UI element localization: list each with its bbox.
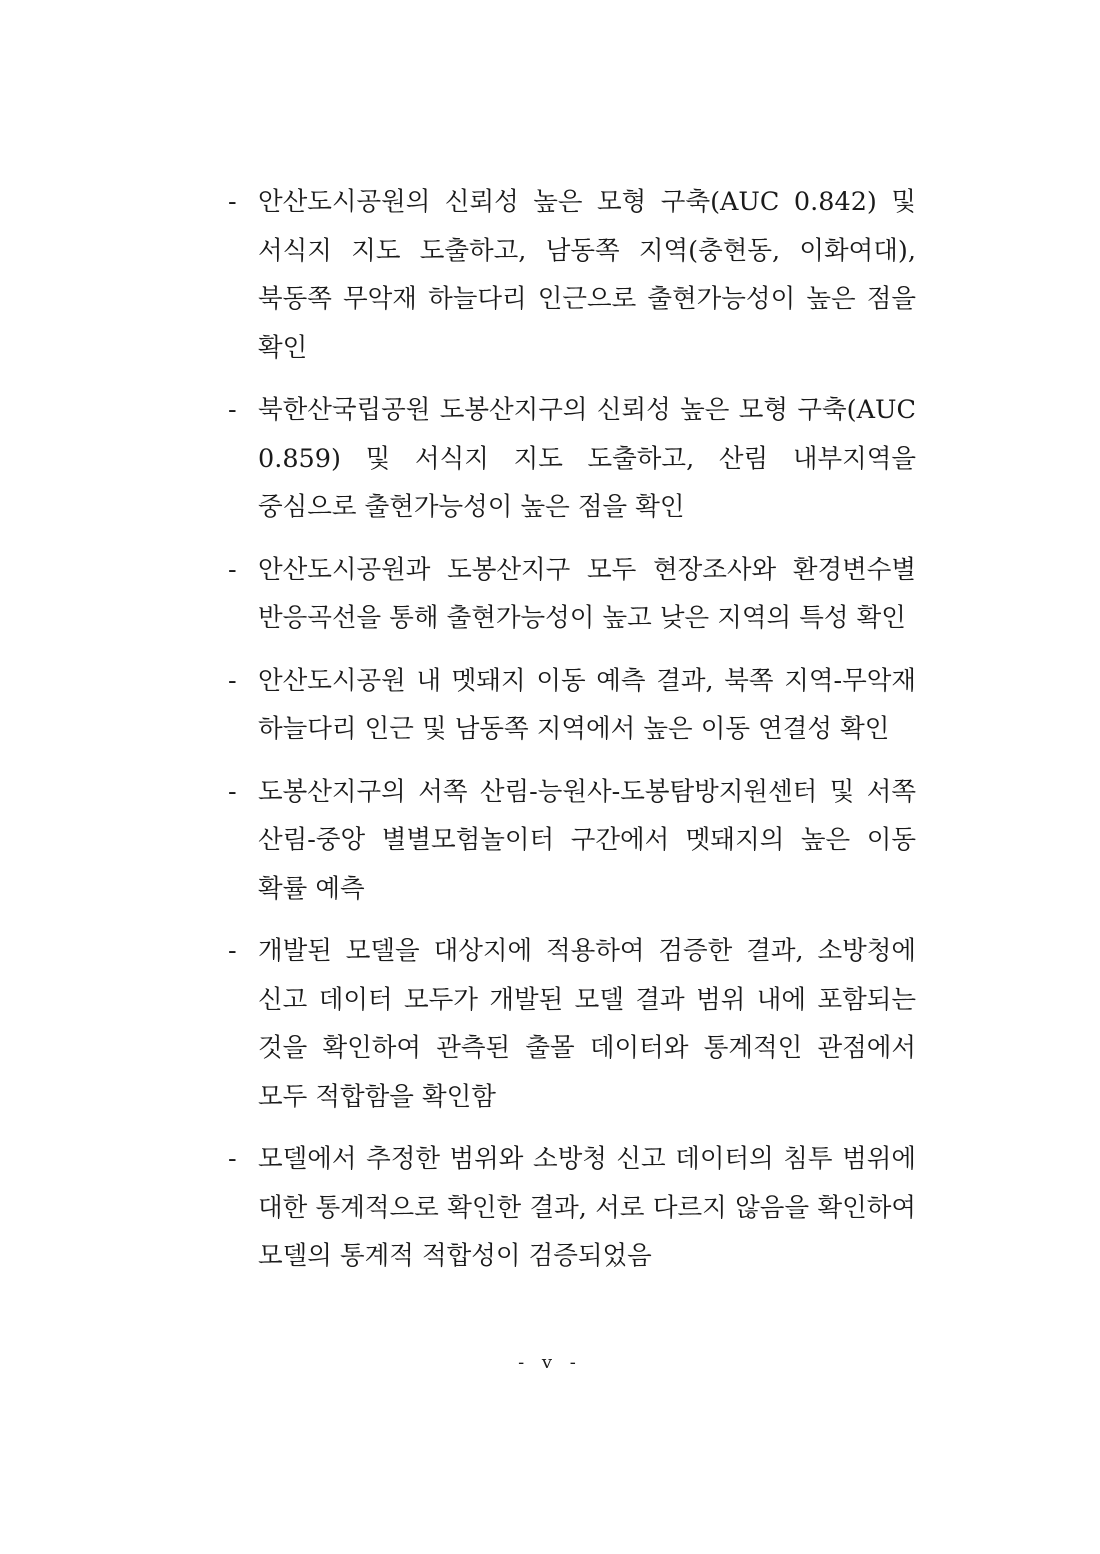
bullet-text: 안산도시공원 내 멧돼지 이동 예측 결과, 북쪽 지역-무악재 하늘다리 인근 및 남동쪽 지역에서 높은 이동 연결성 확인 <box>258 665 916 744</box>
bullet-dash: - <box>228 1144 237 1174</box>
bullet-item <box>228 657 916 754</box>
bullet-item <box>228 927 916 1121</box>
bullet-item <box>228 768 916 914</box>
bullet-dash: - <box>228 187 237 217</box>
bullet-text: 안산도시공원과 도봉산지구 모두 현장조사와 환경변수별 반응곡선을 통해 출현가능성이 높고 낮은 지역의 특성 확인 <box>258 554 916 633</box>
bullet-dash: - <box>228 936 237 966</box>
summary-bullet-list <box>228 178 916 1295</box>
page-number: - v - <box>518 1352 582 1373</box>
bullet-item <box>228 386 916 532</box>
bullet-item <box>228 1135 916 1281</box>
bullet-dash: - <box>228 554 237 585</box>
bullet-text: 도봉산지구의 서쪽 산림-능원사-도봉탐방지원센터 및 서쪽 산림-중앙 별별모험놀이터 구간에서 멧돼지의 높은 이동 확률 예측 <box>258 776 916 904</box>
bullet-item <box>228 178 916 372</box>
bullet-text: 안산도시공원의 신뢰성 높은 모형 구축(AUC 0.842) 및 서식지 지도 도출하고, 남동쪽 지역(충현동, 이화여대), 북동쪽 무악재 하늘다리 인근으로 출현가능성이 높은 점을 확인 <box>258 187 916 363</box>
bullet-text: 모델에서 추정한 범위와 소방청 신고 데이터의 침투 범위에 대한 통계적으로 확인한 결과, 서로 다르지 않음을 확인하여 모델의 통계적 적합성이 검증되었음 <box>258 1144 916 1271</box>
bullet-text: 북한산국립공원 도봉산지구의 신뢰성 높은 모형 구축(AUC 0.859) 및 서식지 지도 도출하고, 산림 내부지역을 중심으로 출현가능성이 높은 점을 확인 <box>258 395 916 522</box>
bullet-dash: - <box>228 395 237 425</box>
bullet-dash: - <box>228 776 237 807</box>
bullet-dash: - <box>228 665 237 696</box>
bullet-item <box>228 546 916 643</box>
bullet-text: 개발된 모델을 대상지에 적용하여 검증한 결과, 소방청에 신고 데이터 모두가 개발된 모델 결과 범위 내에 포함되는 것을 확인하여 관측된 출몰 데이터와 통계적인 관점에서 모두 적합함을 확인함 <box>258 936 916 1112</box>
